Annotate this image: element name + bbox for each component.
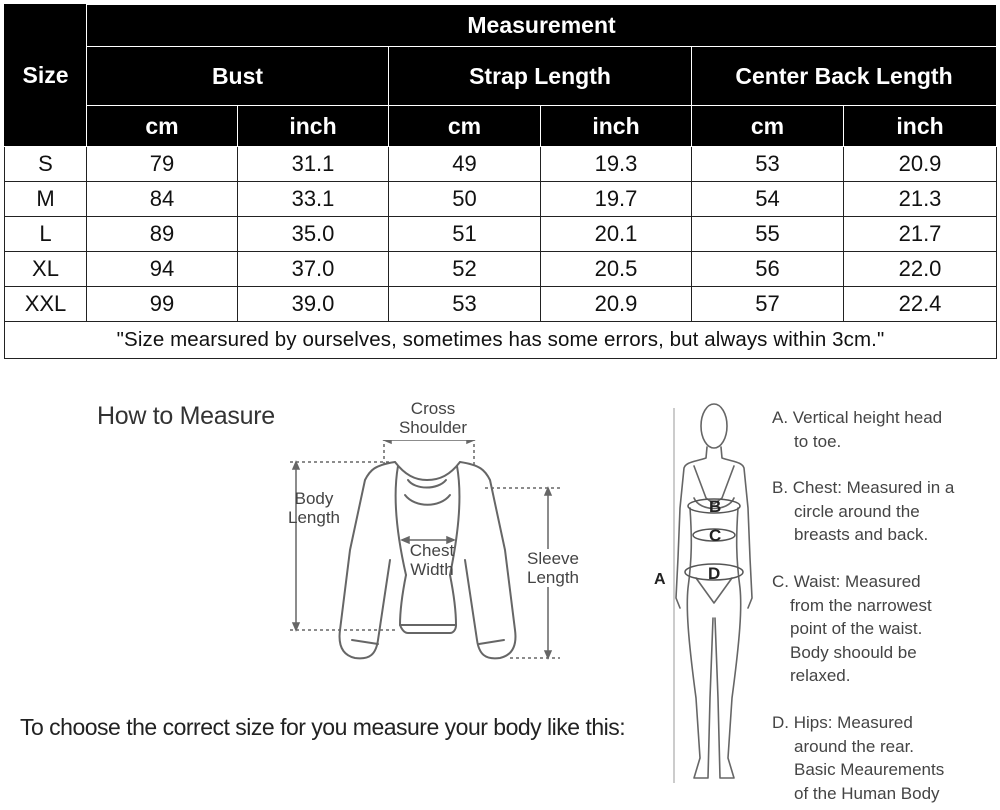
- table-row: [5, 147, 997, 182]
- table-cell: 35.0: [238, 217, 389, 252]
- table-cell: 52: [389, 252, 541, 287]
- table-cell: 21.3: [844, 182, 997, 217]
- table-cell: 31.1: [238, 147, 389, 182]
- measurement-header: Measurement: [87, 5, 997, 47]
- table-cell: 22.0: [844, 252, 997, 287]
- table-cell: 53: [692, 147, 844, 182]
- legend-a: [772, 406, 992, 453]
- sleeve-length-label: [516, 549, 590, 587]
- table-cell: 55: [692, 217, 844, 252]
- unit-header: inch: [844, 106, 997, 147]
- legend-line: D. Hips: Measured: [772, 713, 913, 732]
- table-row: [5, 287, 997, 322]
- legend-line: from the narrowest: [790, 595, 932, 615]
- measurement-note: "Size mearsured by ourselves, sometimes has some errors, but always within 3cm.": [5, 322, 997, 359]
- size-cell: XL: [5, 252, 87, 287]
- unit-header: cm: [87, 106, 238, 147]
- figure-label-c: C: [709, 526, 722, 545]
- label-line: Body: [294, 489, 334, 508]
- label-line: Shoulder: [398, 418, 468, 437]
- legend-line: B. Chest: Measured in a: [772, 478, 955, 497]
- table-cell: 19.7: [541, 182, 692, 217]
- label-line: Width: [410, 560, 454, 579]
- legend-line: point of the waist.: [790, 619, 923, 638]
- label-line: Length: [288, 508, 340, 527]
- table-cell: 39.0: [238, 287, 389, 322]
- size-cell: M: [5, 182, 87, 217]
- legend-b: [772, 476, 992, 547]
- label-line: Cross: [410, 399, 456, 418]
- table-cell: 22.4: [844, 287, 997, 322]
- size-cell: L: [5, 217, 87, 252]
- label-line: Chest: [409, 541, 455, 560]
- unit-header: inch: [541, 106, 692, 147]
- legend-line: to toe.: [794, 431, 842, 451]
- size-header: Size: [5, 5, 87, 147]
- figure-label-a: A: [654, 571, 666, 588]
- legend-line: Basic Meaurements: [794, 760, 945, 779]
- figure-label-d: D: [708, 564, 721, 583]
- legend-line: breasts and back.: [794, 525, 929, 544]
- table-cell: 20.9: [541, 287, 692, 322]
- label-line: Sleeve: [527, 549, 579, 568]
- table-cell: 33.1: [238, 182, 389, 217]
- table-row: [5, 252, 997, 287]
- table-cell: 84: [87, 182, 238, 217]
- table-cell: 79: [87, 147, 238, 182]
- legend-line: C. Waist: Measured: [772, 572, 921, 591]
- human-body-figure: [650, 398, 765, 788]
- legend-line: Body shoould be: [790, 642, 917, 662]
- size-cell: XXL: [5, 287, 87, 322]
- table-cell: 20.5: [541, 252, 692, 287]
- legend-line: relaxed.: [790, 666, 851, 685]
- table-cell: 99: [87, 287, 238, 322]
- size-table: [4, 4, 997, 359]
- unit-header: inch: [238, 106, 389, 147]
- instruction-text: To choose the correct size for you measure your body like this:: [20, 714, 626, 740]
- legend-line: A. Vertical height head: [772, 408, 943, 427]
- table-cell: 19.3: [541, 147, 692, 182]
- legend-line: of the Human Body: [794, 783, 940, 803]
- bust-header: Bust: [87, 47, 389, 106]
- table-cell: 94: [87, 252, 238, 287]
- table-cell: 56: [692, 252, 844, 287]
- legend-c: [772, 570, 992, 688]
- table-cell: 50: [389, 182, 541, 217]
- table-cell: 53: [389, 287, 541, 322]
- size-chart: [4, 4, 996, 359]
- legend-line: circle around the: [794, 501, 920, 521]
- strap-length-header: Strap Length: [389, 47, 692, 106]
- table-row: [5, 182, 997, 217]
- size-cell: S: [5, 147, 87, 182]
- body-length-label: [276, 489, 352, 527]
- legend-line: around the rear.: [794, 736, 915, 756]
- table-cell: 57: [692, 287, 844, 322]
- cross-shoulder-label: [388, 399, 478, 437]
- center-back-length-header: Center Back Length: [692, 47, 997, 106]
- table-cell: 89: [87, 217, 238, 252]
- table-cell: 51: [389, 217, 541, 252]
- chest-width-label: [396, 541, 468, 579]
- figure-label-b: B: [709, 497, 722, 516]
- table-cell: 54: [692, 182, 844, 217]
- unit-header: cm: [692, 106, 844, 147]
- table-cell: 37.0: [238, 252, 389, 287]
- table-cell: 20.1: [541, 217, 692, 252]
- table-cell: 49: [389, 147, 541, 182]
- table-row: [5, 217, 997, 252]
- note-row: [5, 322, 997, 359]
- how-to-measure-title: How to Measure: [97, 402, 275, 430]
- unit-header: cm: [389, 106, 541, 147]
- table-cell: 20.9: [844, 147, 997, 182]
- label-line: Length: [527, 568, 579, 587]
- legend-d: [772, 711, 992, 805]
- table-cell: 21.7: [844, 217, 997, 252]
